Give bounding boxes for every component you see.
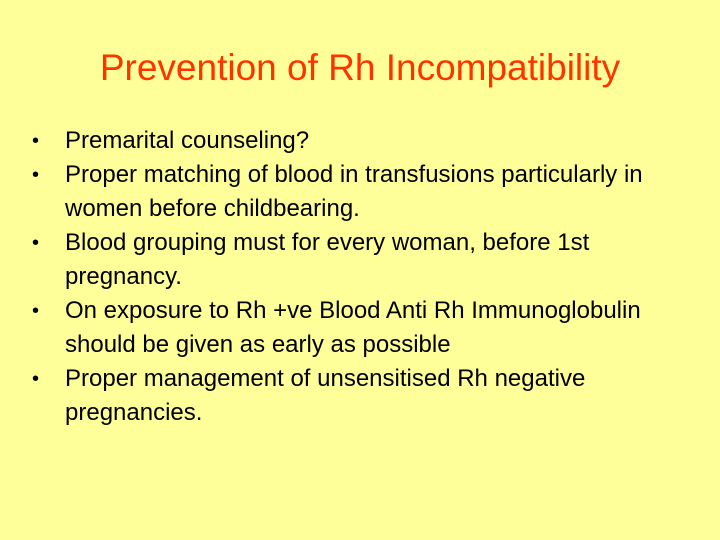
bullet-icon: • xyxy=(32,164,40,186)
list-item xyxy=(32,226,692,294)
slide-title: Prevention of Rh Incompatibility xyxy=(99,47,621,88)
bullet-text: Proper matching of blood in transfusions particularly in women before childbearing. xyxy=(65,161,643,222)
list-item xyxy=(32,124,692,158)
bullet-list xyxy=(32,124,692,430)
bullet-icon: • xyxy=(32,368,40,390)
bullet-text: Blood grouping must for every woman, before 1st pregnancy. xyxy=(65,229,590,290)
bullet-icon: • xyxy=(32,130,40,152)
list-item xyxy=(32,362,692,430)
bullet-icon: • xyxy=(32,232,40,254)
bullet-icon: • xyxy=(32,300,40,322)
list-item xyxy=(32,294,692,362)
list-item xyxy=(32,158,692,226)
bullet-text: Premarital counseling? xyxy=(65,127,310,154)
bullet-text: On exposure to Rh +ve Blood Anti Rh Immunoglobulin should be given as early as possible xyxy=(65,297,641,358)
bullet-text: Proper management of unsensitised Rh negative pregnancies. xyxy=(65,365,586,426)
